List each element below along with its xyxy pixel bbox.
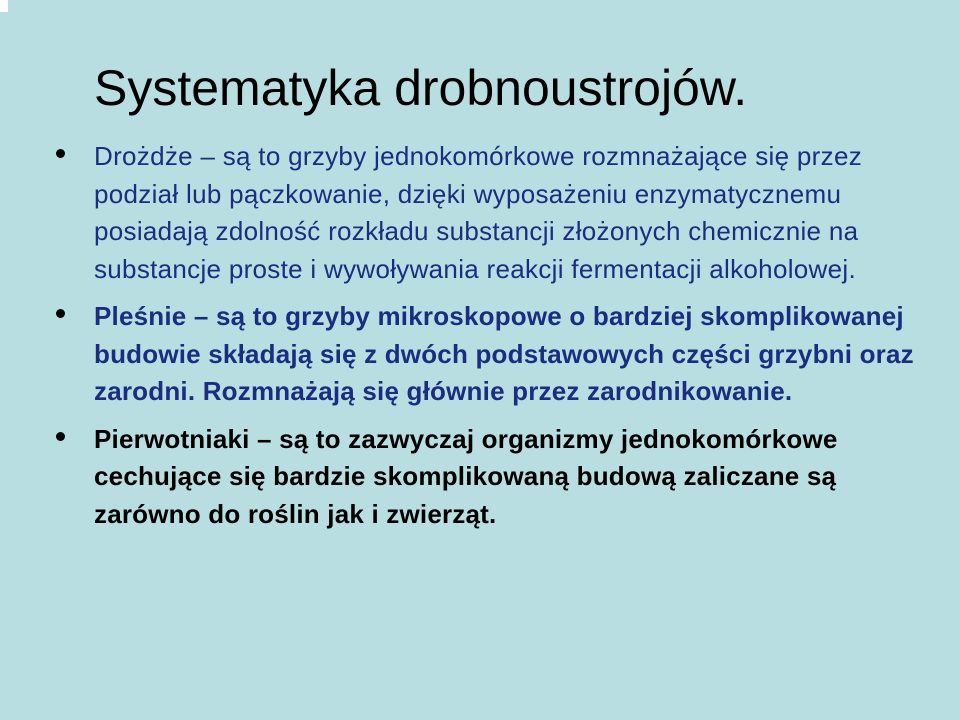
bullet-item-drozdze bbox=[56, 138, 936, 288]
bullet-item-plesnie bbox=[56, 298, 936, 411]
bullet-dot-icon bbox=[56, 432, 65, 441]
bullet-text: Pierwotniaki – są to zazwyczaj organizmy jednokomórkowe cechujące się bardzie skomplikowaną budową zaliczane są zarówno do roślin jak i zwierząt. bbox=[94, 423, 838, 529]
bullet-list bbox=[56, 138, 936, 543]
slide-title: Systematyka drobnoustrojów. bbox=[94, 60, 748, 116]
bullet-text: Drożdże – są to grzyby jednokomórkowe rozmnażające się przez podział lub pączkowanie, dzięki wyposażeniu enzymatycznemu posiadają zdolność rozkładu substancji złożonych chemicznie na substancje proste i wywoływania reakcji fermentacji alkoholowej. bbox=[94, 141, 863, 284]
bullet-dot-icon bbox=[56, 309, 65, 318]
bullet-text: Pleśnie – są to grzyby mikroskopowe o bardziej skomplikowanej budowie składają się z dwóch podstawowych części grzybni oraz zarodni. Rozmnażają się głównie przez zarodnikowanie. bbox=[94, 301, 914, 406]
bullet-dot-icon bbox=[56, 149, 65, 158]
bullet-item-pierwotniaki bbox=[56, 421, 936, 534]
corner-tab bbox=[0, 0, 8, 12]
